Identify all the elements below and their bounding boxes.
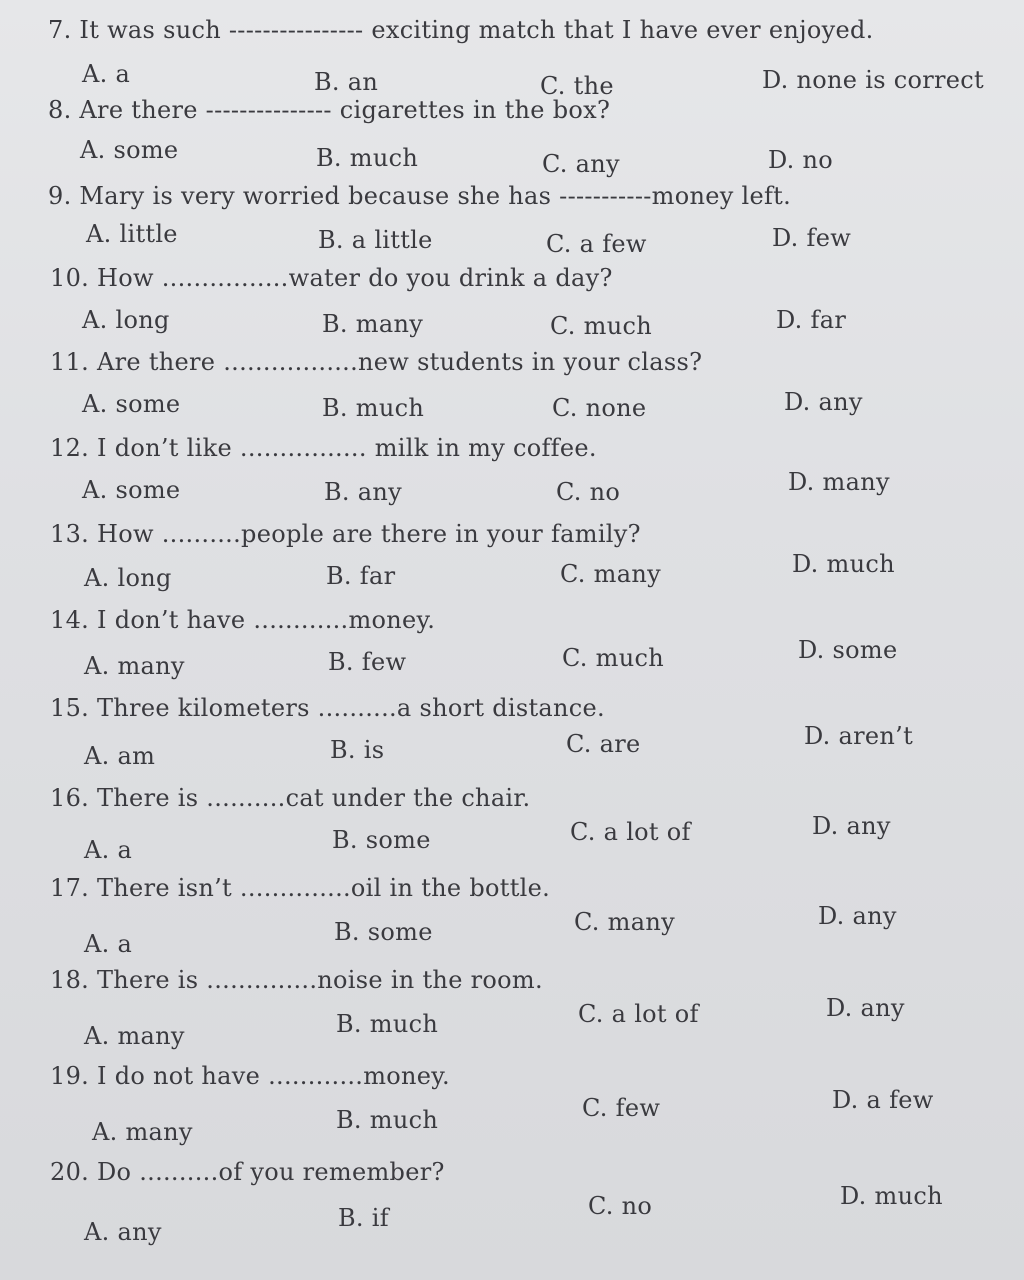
option-d: D. some <box>798 636 898 664</box>
question-text: 10. How ................water do you drink a day? <box>50 264 613 292</box>
option-a: A. many <box>84 1022 185 1050</box>
option-a: A. any <box>84 1218 162 1246</box>
option-d: D. any <box>826 994 905 1022</box>
question-text: 9. Mary is very worried because she has -----------money left. <box>48 182 792 210</box>
question-text: 13. How ..........people are there in your family? <box>50 520 641 548</box>
option-b: B. a little <box>318 226 433 254</box>
question-16 <box>0 780 1024 868</box>
question-11 <box>0 348 1024 436</box>
question-10 <box>0 264 1024 352</box>
option-b: B. much <box>322 394 425 422</box>
option-d: D. any <box>784 388 863 416</box>
option-d: D. none is correct <box>762 66 984 94</box>
option-a: A. many <box>92 1118 193 1146</box>
option-c: C. none <box>552 394 647 422</box>
option-c: C. a lot of <box>578 1000 699 1028</box>
question-text: 8. Are there --------------- cigarettes in the box? <box>48 96 611 124</box>
option-b: B. much <box>336 1010 439 1038</box>
option-b: B. if <box>338 1204 389 1232</box>
option-a: A. long <box>84 564 172 592</box>
question-20 <box>0 1152 1024 1246</box>
option-b: B. is <box>330 736 385 764</box>
question-19 <box>0 1056 1024 1144</box>
option-a: A. many <box>84 652 185 680</box>
option-a: A. am <box>84 742 156 770</box>
option-a: A. a <box>84 930 133 958</box>
question-text: 7. It was such ---------------- exciting match that I have ever enjoyed. <box>48 16 874 44</box>
option-b: B. an <box>314 68 379 96</box>
option-b: B. any <box>324 478 403 506</box>
option-c: C. a few <box>546 230 647 258</box>
option-a: A. long <box>82 306 170 334</box>
option-a: A. some <box>82 476 181 504</box>
option-c: C. much <box>550 312 652 340</box>
question-text: 18. There is ..............noise in the room. <box>50 966 543 994</box>
option-a: A. a <box>82 60 131 88</box>
option-a: A. little <box>86 220 178 248</box>
option-c: C. many <box>574 908 675 936</box>
question-13 <box>0 520 1024 608</box>
option-c: C. a lot of <box>570 818 691 846</box>
question-9 <box>0 182 1024 270</box>
option-d: D. few <box>772 224 852 252</box>
question-text: 11. Are there .................new students in your class? <box>50 348 703 376</box>
option-c: C. no <box>556 478 621 506</box>
option-c: C. are <box>566 730 641 758</box>
option-c: C. any <box>542 150 620 178</box>
question-8 <box>0 96 1024 184</box>
option-b: B. many <box>322 310 424 338</box>
question-text: 17. There isn’t ..............oil in the bottle. <box>50 874 551 902</box>
option-a: A. some <box>80 136 179 164</box>
option-c: C. few <box>582 1094 661 1122</box>
question-text: 14. I don’t have ............money. <box>50 606 436 634</box>
option-b: B. much <box>336 1106 439 1134</box>
option-c: C. many <box>560 560 661 588</box>
option-d: D. many <box>788 468 890 496</box>
question-12 <box>0 434 1024 522</box>
option-b: B. some <box>334 918 433 946</box>
option-c: C. no <box>588 1192 653 1220</box>
option-b: B. some <box>332 826 431 854</box>
question-14 <box>0 606 1024 694</box>
question-text: 16. There is ..........cat under the chair. <box>50 784 531 812</box>
question-text: 15. Three kilometers ..........a short distance. <box>50 694 605 722</box>
option-c: C. the <box>540 72 614 100</box>
option-b: B. few <box>328 648 407 676</box>
question-18 <box>0 960 1024 1048</box>
option-d: D. no <box>768 146 834 174</box>
option-d: D. much <box>840 1182 943 1210</box>
option-d: D. far <box>776 306 847 334</box>
option-d: D. any <box>818 902 897 930</box>
question-text: 12. I don’t like ................ milk in my coffee. <box>50 434 597 462</box>
option-c: C. much <box>562 644 664 672</box>
question-7 <box>0 16 1024 104</box>
option-a: A. some <box>82 390 181 418</box>
option-d: D. aren’t <box>804 722 914 750</box>
question-17 <box>0 868 1024 956</box>
option-a: A. a <box>84 836 133 864</box>
question-text: 19. I do not have ............money. <box>50 1062 450 1090</box>
question-text: 20. Do ..........of you remember? <box>50 1158 445 1186</box>
option-b: B. far <box>326 562 396 590</box>
option-b: B. much <box>316 144 419 172</box>
option-d: D. any <box>812 812 891 840</box>
option-d: D. much <box>792 550 895 578</box>
option-d: D. a few <box>832 1086 934 1114</box>
question-15 <box>0 692 1024 780</box>
